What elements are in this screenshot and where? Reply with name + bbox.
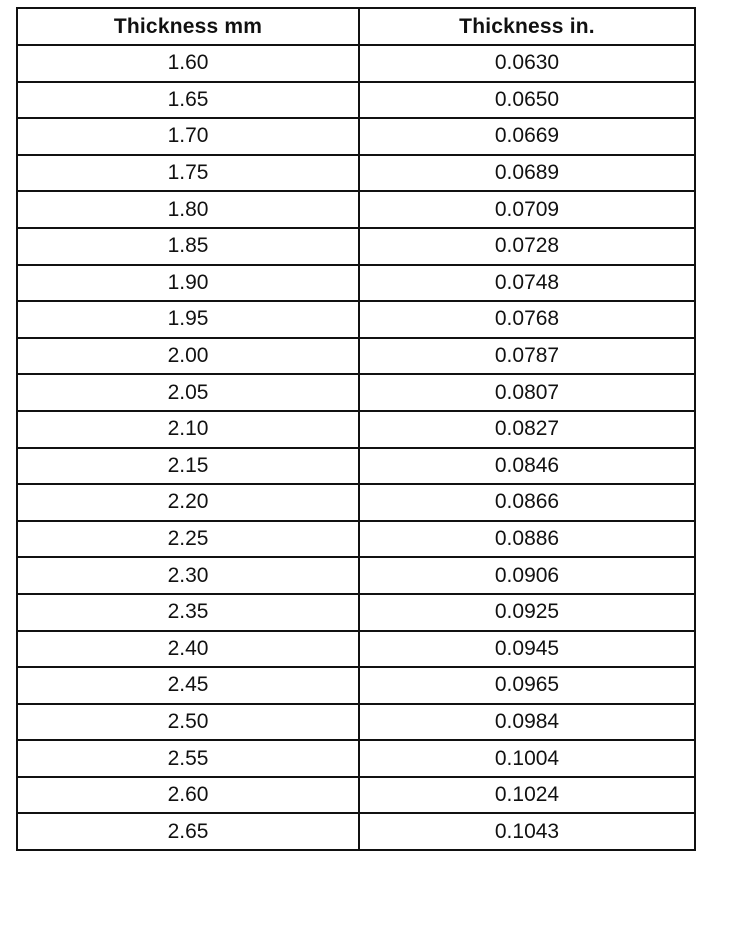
cell-thickness-in: 0.0748 [359,265,695,302]
cell-thickness-in: 0.0965 [359,667,695,704]
cell-thickness-in: 0.1004 [359,740,695,777]
table-row [17,631,695,668]
table-row [17,265,695,302]
cell-thickness-in: 0.0728 [359,228,695,265]
cell-thickness-in: 0.0866 [359,484,695,521]
cell-thickness-in: 0.0650 [359,82,695,119]
table-row [17,557,695,594]
cell-thickness-mm: 2.00 [17,338,359,375]
table-row [17,813,695,850]
cell-thickness-in: 0.0846 [359,448,695,485]
cell-thickness-mm: 2.05 [17,374,359,411]
cell-thickness-in: 0.0945 [359,631,695,668]
cell-thickness-in: 0.0669 [359,118,695,155]
cell-thickness-in: 0.0807 [359,374,695,411]
cell-thickness-mm: 2.40 [17,631,359,668]
cell-thickness-mm: 2.35 [17,594,359,631]
table-row [17,374,695,411]
cell-thickness-in: 0.0709 [359,191,695,228]
thickness-conversion-table [16,7,696,851]
cell-thickness-mm: 2.45 [17,667,359,704]
cell-thickness-in: 0.1043 [359,813,695,850]
cell-thickness-mm: 2.30 [17,557,359,594]
column-header-thickness-mm: Thickness mm [17,8,359,45]
table-row [17,45,695,82]
cell-thickness-mm: 2.50 [17,704,359,741]
table-row [17,484,695,521]
column-header-thickness-in: Thickness in. [359,8,695,45]
cell-thickness-mm: 1.75 [17,155,359,192]
table-row [17,82,695,119]
cell-thickness-mm: 1.65 [17,82,359,119]
cell-thickness-in: 0.0689 [359,155,695,192]
cell-thickness-in: 0.0768 [359,301,695,338]
cell-thickness-in: 0.0787 [359,338,695,375]
cell-thickness-mm: 2.20 [17,484,359,521]
table-row [17,740,695,777]
table-row [17,118,695,155]
table-body [17,45,695,850]
cell-thickness-mm: 2.55 [17,740,359,777]
table-row [17,301,695,338]
cell-thickness-mm: 2.25 [17,521,359,558]
cell-thickness-in: 0.0630 [359,45,695,82]
cell-thickness-mm: 2.10 [17,411,359,448]
cell-thickness-in: 0.0925 [359,594,695,631]
table-row [17,191,695,228]
table-header-row [17,8,695,45]
cell-thickness-in: 0.0886 [359,521,695,558]
table-row [17,594,695,631]
cell-thickness-in: 0.0827 [359,411,695,448]
cell-thickness-mm: 1.85 [17,228,359,265]
cell-thickness-mm: 2.60 [17,777,359,814]
table-row [17,521,695,558]
cell-thickness-mm: 2.65 [17,813,359,850]
table-row [17,704,695,741]
cell-thickness-mm: 1.80 [17,191,359,228]
cell-thickness-mm: 1.70 [17,118,359,155]
table-row [17,155,695,192]
table-row [17,411,695,448]
table-row [17,338,695,375]
cell-thickness-mm: 2.15 [17,448,359,485]
table-row [17,777,695,814]
cell-thickness-in: 0.1024 [359,777,695,814]
cell-thickness-mm: 1.95 [17,301,359,338]
table-row [17,228,695,265]
cell-thickness-mm: 1.60 [17,45,359,82]
cell-thickness-mm: 1.90 [17,265,359,302]
table-row [17,667,695,704]
cell-thickness-in: 0.0906 [359,557,695,594]
cell-thickness-in: 0.0984 [359,704,695,741]
table-row [17,448,695,485]
